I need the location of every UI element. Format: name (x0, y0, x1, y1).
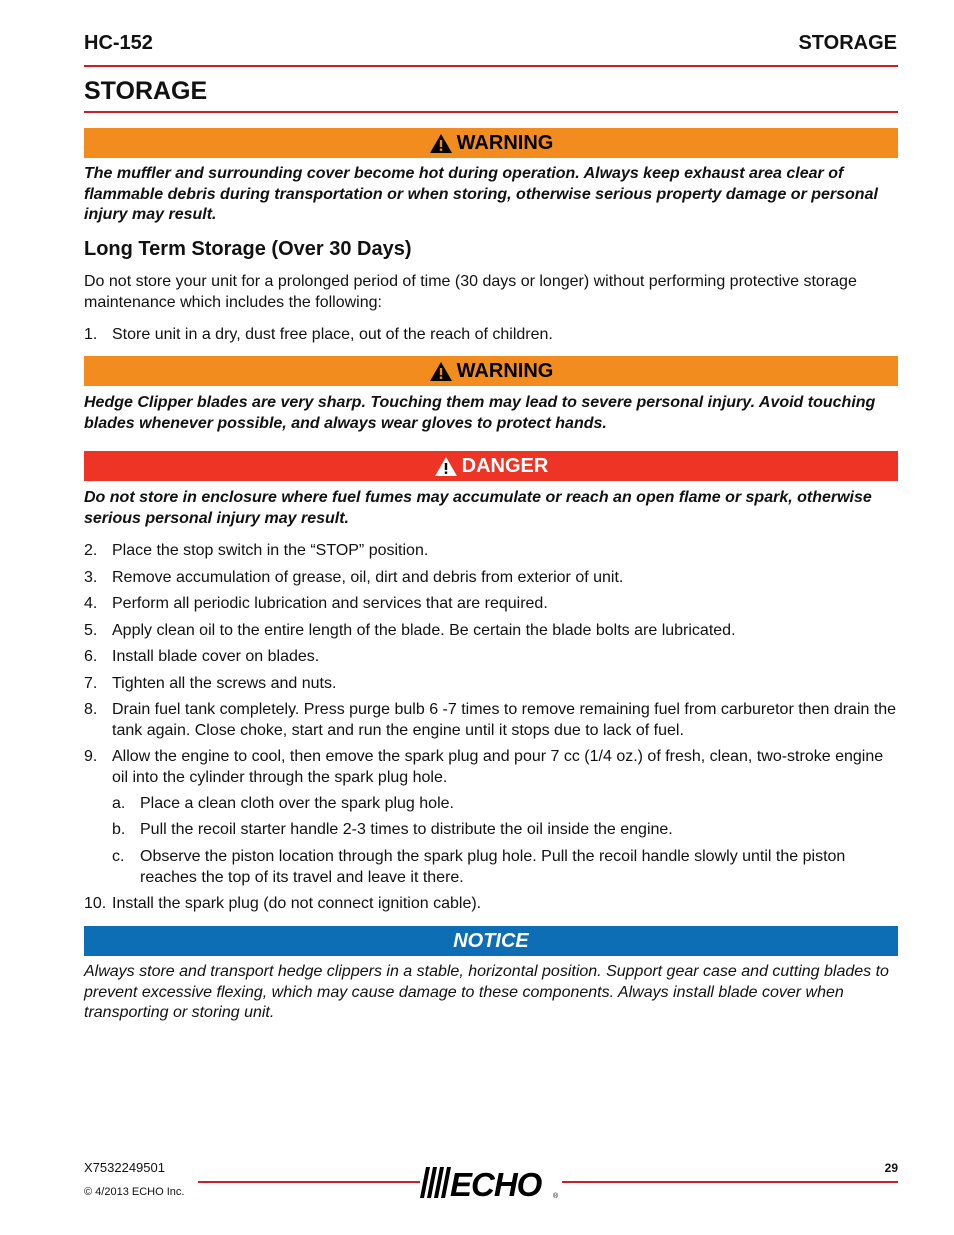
notice-label: NOTICE (453, 929, 529, 952)
list-item-text: Place the stop switch in the “STOP” position. (112, 542, 429, 559)
warning-label: WARNING (456, 359, 554, 382)
list-item (84, 647, 898, 668)
list-item (84, 747, 898, 788)
list-item-number: 8. (84, 701, 98, 718)
echo-logo (420, 1165, 562, 1201)
intro-paragraph: Do not store your unit for a prolonged period of time (30 days or longer) without performing protective storage maintenance which includes the following: (84, 273, 857, 311)
notice-banner (84, 926, 898, 956)
list-item (84, 894, 898, 915)
footer-rule-left (198, 1181, 420, 1183)
header-rule (84, 65, 898, 67)
sub-list-item-letter: c. (112, 848, 125, 865)
danger-label: DANGER (461, 454, 549, 477)
list-item-text: Allow the engine to cool, then emove the spark plug and pour 7 cc (1/4 oz.) of fresh, clean, two-stroke engine oil into the cylinder through the spark plug hole. (112, 748, 884, 786)
warning-banner-2 (84, 356, 898, 386)
header-section: STORAGE (798, 32, 897, 54)
footer-rule-right (562, 1181, 898, 1183)
danger-banner (84, 451, 898, 481)
sub-list-item-text: Observe the piston location through the spark plug hole. Pull the recoil handle slowly until the piston reaches the top of its travel and leave it there. (140, 848, 846, 886)
sub-list-item (84, 820, 898, 841)
list-item (84, 621, 898, 642)
list-item (84, 568, 898, 589)
warning-triangle-icon (429, 361, 453, 382)
danger-triangle-icon (434, 456, 458, 477)
header-model: HC-152 (84, 32, 153, 54)
part-number: X7532249501 (84, 1160, 165, 1175)
list-item-number: 5. (84, 622, 98, 639)
danger-text: Do not store in enclosure where fuel fumes may accumulate or reach an open flame or spark, otherwise serious personal injury may result. (84, 489, 872, 527)
list-item-number: 4. (84, 595, 98, 612)
list-item-text: Drain fuel tank completely. Press purge bulb 6 -7 times to remove remaining fuel from carburetor then drain the tank again. Close choke, start and run the engine until it stops due to lack of fuel. (112, 701, 897, 739)
list-item-number: 10. (84, 895, 107, 912)
list-item (84, 700, 898, 741)
sub-list-item-text: Pull the recoil starter handle 2-3 times to distribute the oil inside the engine. (140, 821, 673, 838)
page-number: 29 (884, 1161, 898, 1175)
copyright: © 4/2013 ECHO Inc. (84, 1186, 185, 1198)
page-title: STORAGE (84, 77, 208, 105)
notice-text: Always store and transport hedge clippers in a stable, horizontal position. Support gear case and cutting blades to prevent excessive flexing, which may cause damage to these components. Always install blade cover when transporting or storing unit. (84, 963, 889, 1021)
sub-list-item (84, 794, 898, 815)
list-item-number: 6. (84, 648, 98, 665)
sub-list-item-letter: a. (112, 795, 126, 812)
warning-label: WARNING (456, 131, 554, 154)
warning-banner-1 (84, 128, 898, 158)
list-item-text: Apply clean oil to the entire length of the blade. Be certain the blade bolts are lubricated. (112, 622, 736, 639)
list-item-text: Store unit in a dry, dust free place, out of the reach of children. (112, 326, 553, 343)
list-item-text: Perform all periodic lubrication and services that are required. (112, 595, 548, 612)
list-item-text: Tighten all the screws and nuts. (112, 675, 337, 692)
list-item (84, 674, 898, 695)
sub-list-item-text: Place a clean cloth over the spark plug hole. (140, 795, 454, 812)
list-item-number: 9. (84, 748, 98, 765)
list-item-number: 2. (84, 542, 98, 559)
subheading: Long Term Storage (Over 30 Days) (84, 238, 412, 260)
list-item-text: Install the spark plug (do not connect ignition cable). (112, 895, 482, 912)
list-item (84, 594, 898, 615)
svg-text:®: ® (553, 1193, 559, 1200)
list-item-number: 7. (84, 675, 98, 692)
list-item-number: 3. (84, 569, 98, 586)
sub-list-item-letter: b. (112, 821, 126, 838)
sub-list-item (84, 847, 898, 888)
list-item-text: Install blade cover on blades. (112, 648, 320, 665)
title-rule (84, 111, 898, 113)
list-item (84, 325, 898, 346)
list-item-number: 1. (84, 326, 98, 343)
list-item (84, 541, 898, 562)
warning-triangle-icon (429, 133, 453, 154)
svg-text:ECHO: ECHO (450, 1166, 542, 1201)
warning-text-2: Hedge Clipper blades are very sharp. Touching them may lead to severe personal injury. Avoid touching blades whenever possible, and always wear gloves to protect hands. (84, 394, 876, 432)
warning-text-1: The muffler and surrounding cover become hot during operation. Always keep exhaust area clear of flammable debris during transportation or when storing, otherwise serious property damage or personal injury may result. (84, 165, 878, 223)
list-item-text: Remove accumulation of grease, oil, dirt and debris from exterior of unit. (112, 569, 624, 586)
